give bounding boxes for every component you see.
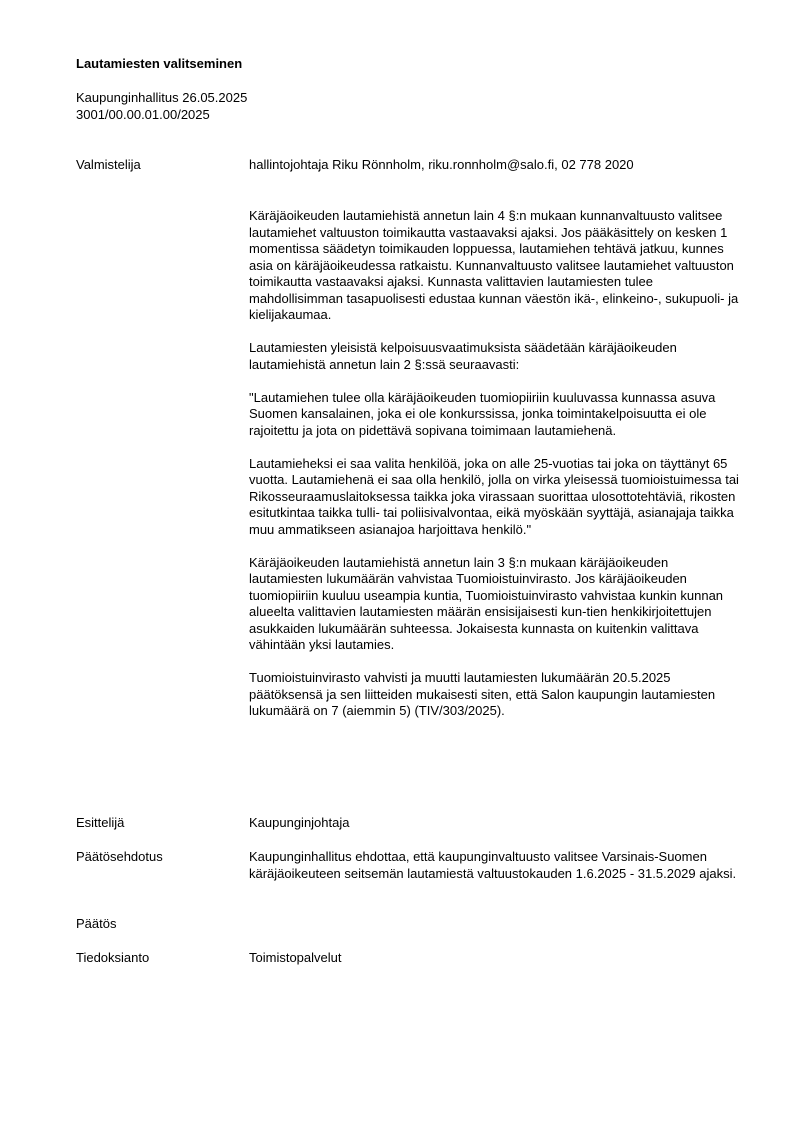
presenter-label: Esittelijä xyxy=(76,815,125,830)
body-paragraph: Lautamiesten yleisistä kelpoisuusvaatimuksista säädetään käräjäoikeuden lautamiehistä annetun lain 2 §:ssä seuraavasti: xyxy=(249,340,677,372)
proposal-value: Kaupunginhallitus ehdottaa, että kaupunginvaltuusto valitsee Varsinais-Suomen käräjäoikeuteen seitsemän lautamiestä valtuustokauden 1.6.2025 - 31.5.2029 ajaksi. xyxy=(249,849,737,881)
preparer-value: hallintojohtaja Riku Rönnholm, riku.ronnholm@salo.fi, 02 778 2020 xyxy=(249,157,634,172)
document-meta xyxy=(76,90,247,123)
notification-label: Tiedoksianto xyxy=(76,950,150,965)
body-paragraph: Käräjäoikeuden lautamiehistä annetun lain 4 §:n mukaan kunnanvaltuusto valitsee lautamiehet valtuuston toimikautta vastaavaksi ajaksi. Jos pääkäsittely on kesken 1 momentissa säädetyn toimikauden loppuessa, lautamiehen tehtävä jatkuu, kunnes asia on käräjäoikeudessa ratkaistu. Kunnanvaltuusto valitsee lautamiehet valtuuston toimikautta vastaavaksi ajaksi. Kunnasta valittavien lautamiesten tulee mahdollisimman tasapuolisesti edustaa kunnan väestön ikä-, elinkeino-, sukupuoli- ja kielijakaumaa. xyxy=(249,208,739,322)
decision-label: Päätös xyxy=(76,916,117,931)
proposal-label: Päätösehdotus xyxy=(76,849,163,864)
body-paragraph: Lautamieheksi ei saa valita henkilöä, joka on alle 25-vuotias tai joka on täyttänyt 65 vuotta. Lautamiehenä ei saa olla henkilö, jolla on virka yleisessä tuomioistuimessa tai Rikosseuraamuslaitoksessa taikka joka virassaan suorittaa ulosottotehtäviä, rikosten esitutkintaa taikka tulli- tai poliisivalvontaa, eikä myöskään syyttäjä, asianajaja taikka muu ammatikseen asianajoa harjoittava henkilö." xyxy=(249,455,739,537)
preparer-label: Valmistelija xyxy=(76,157,141,172)
meeting-line: Kaupunginhallitus 26.05.2025 xyxy=(76,90,248,105)
document-title: Lautamiesten valitseminen xyxy=(76,56,243,71)
notification-value: Toimistopalvelut xyxy=(249,950,342,965)
body-paragraph: Käräjäoikeuden lautamiehistä annetun lain 3 §:n mukaan käräjäoikeuden lautamiesten lukumäärän vahvistaa Tuomioistuinvirasto. Jos käräjäoikeuden tuomiopiiriin kuuluu useampia kuntia, Tuomioistuinvirasto vahvistaa kunkin kunnan alueelta valittavien lautamiesten määrän ensisijaisesti kun-tien henkikirjoitettujen asukkaiden lukumäärän suhteessa. Jokaisesta kunnasta on kuitenkin valittava vähintään yksi lautamies. xyxy=(249,554,724,652)
reference-number: 3001/00.00.01.00/2025 xyxy=(76,106,210,122)
presenter-value: Kaupunginjohtaja xyxy=(249,815,350,830)
body-paragraph: "Lautamiehen tulee olla käräjäoikeuden tuomiopiiriin kuuluvassa kunnassa asuva Suomen kansalainen, joka ei ole konkurssissa, jonka toimintakelpoisuutta ei ole rajoitettu ja jota on pidettävä sopivana toimimaan lautamiehenä. xyxy=(249,389,716,438)
body-paragraph: Tuomioistuinvirasto vahvisti ja muutti lautamiesten lukumäärän 20.5.2025 päätöksensä ja sen liitteiden mukaisesti siten, että Salon kaupungin lautamiesten lukumäärä on 7 (aiemmin 5) (TIV/303/2025). xyxy=(249,670,716,718)
document-body xyxy=(249,208,739,736)
